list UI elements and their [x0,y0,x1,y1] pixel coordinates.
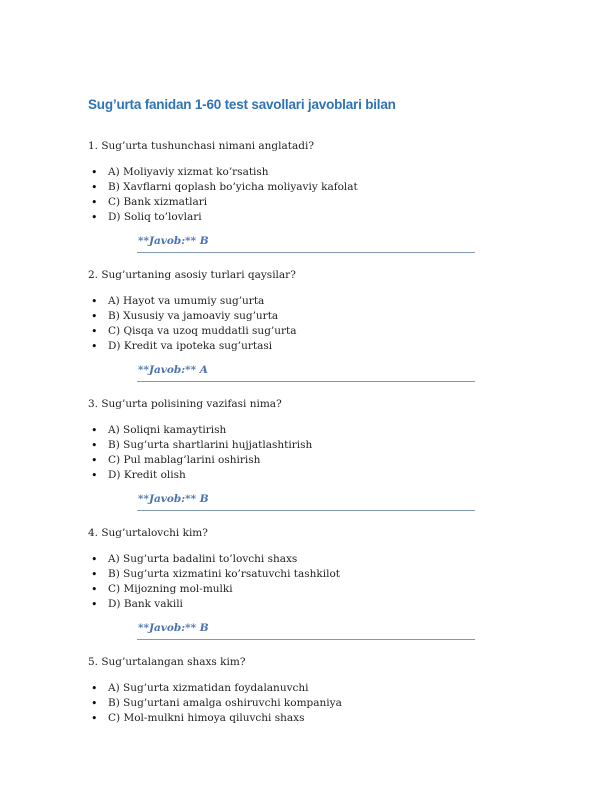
page-title: Sug’urta fanidan 1-60 test savollari javoblari bilan [88,97,396,112]
option-item: • B) Xususiy va jamoaviy sug’urta [88,309,524,324]
options-list [88,294,524,354]
question-text: 1. Sug’urta tushunchasi nimani anglatadi? [88,140,314,152]
question-block-1 [88,139,524,253]
option-item: • C) Mol-mulkni himoya qiluvchi shaxs [88,711,524,726]
option-item: • A) Moliyaviy xizmat ko’rsatish [88,165,524,180]
answer-text: **Javob:** A [138,364,208,376]
question-text: 3. Sug’urta polisining vazifasi nima? [88,398,282,410]
option-item: • D) Kredit va ipoteka sug’urtasi [88,339,524,354]
question-text: 2. Sug’urtaning asosiy turlari qaysilar? [88,269,296,281]
option-item: • B) Sug’urta shartlarini hujjatlashtirish [88,438,524,453]
question-block-4 [88,526,524,640]
option-item: • C) Qisqa va uzoq muddatli sug’urta [88,324,524,339]
option-item: • D) Bank vakili [88,597,524,612]
option-item: • C) Pul mablag’larini oshirish [88,453,524,468]
answer-underline [137,234,475,253]
question-text: 4. Sug’urtalovchi kim? [88,527,208,539]
question-block-2 [88,268,524,382]
option-item: • A) Hayot va umumiy sug’urta [88,294,524,309]
answer-text: **Javob:** B [138,493,209,505]
options-list [88,552,524,612]
question-text: 5. Sug’urtalangan shaxs kim? [88,656,246,668]
option-item: • A) Soliqni kamaytirish [88,423,524,438]
option-item: • B) Sug’urta xizmatini ko’rsatuvchi tashkilot [88,567,524,582]
answer-text: **Javob:** B [138,622,209,634]
option-item: • A) Sug’urta xizmatidan foydalanuvchi [88,681,524,696]
question-block-5 [88,655,524,726]
option-item: • C) Mijozning mol-mulki [88,582,524,597]
option-item: • D) Soliq to’lovlari [88,210,524,225]
option-item: • B) Sug’urtani amalga oshiruvchi kompaniya [88,696,524,711]
options-list [88,165,524,225]
answer-underline [137,492,475,511]
answer-text: **Javob:** B [138,235,209,247]
option-item: • B) Xavflarni qoplash bo’yicha moliyaviy kafolat [88,180,524,195]
options-list [88,681,524,726]
option-item: • A) Sug’urta badalini to’lovchi shaxs [88,552,524,567]
question-block-3 [88,397,524,511]
options-list [88,423,524,483]
answer-underline [137,363,475,382]
option-item: • C) Bank xizmatlari [88,195,524,210]
option-item: • D) Kredit olish [88,468,524,483]
answer-underline [137,621,475,640]
